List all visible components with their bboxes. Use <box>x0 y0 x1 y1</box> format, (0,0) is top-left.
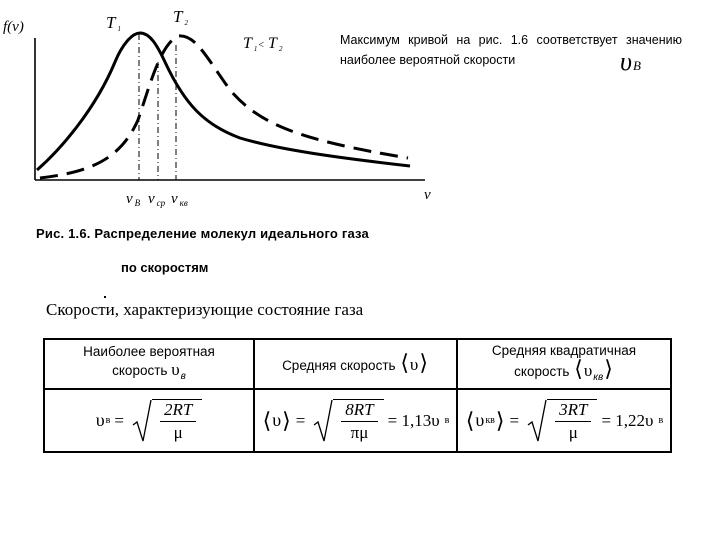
speed-symbol: υ <box>583 360 593 380</box>
formula-rms <box>457 389 671 452</box>
formula-most-probable <box>44 389 254 452</box>
formula-lhs-sub: кв <box>485 415 495 426</box>
y-axis-label: f(v) <box>3 19 24 35</box>
formula-result: = 1,13υ <box>387 410 440 430</box>
most-probable-speed-symbol: υB <box>620 47 641 76</box>
figure-caption-continued: по скоростям <box>121 260 209 275</box>
angle-bracket-right: ⟩ <box>495 407 505 433</box>
angle-bracket-left: ⟨ <box>262 407 272 433</box>
radical-sign-icon <box>313 399 333 443</box>
formula-mean <box>254 389 457 452</box>
header-line: скорость <box>112 362 168 378</box>
speed-subscript: в <box>180 370 186 382</box>
radical-sign-icon <box>527 399 547 443</box>
speed-label-v-kv: v $_{кв}$ <box>171 191 188 208</box>
table-header-row <box>44 339 671 389</box>
header-mean <box>254 339 457 389</box>
curve-label-t2: T $_2$ <box>173 7 188 27</box>
square-root <box>132 399 202 443</box>
square-root <box>527 399 597 443</box>
angle-bracket-right: ⟩ <box>604 355 613 381</box>
formula-lhs-sub: в <box>105 415 111 426</box>
fraction-numerator: 3RT <box>555 400 591 422</box>
equals-sign: = <box>114 410 124 430</box>
angle-bracket-right: ⟩ <box>282 407 291 433</box>
fraction-numerator: 8RT <box>341 400 377 422</box>
fraction-denominator: πμ <box>350 422 369 442</box>
angle-bracket-left: ⟨ <box>465 407 475 433</box>
header-line: скорость <box>514 363 570 379</box>
table-formula-row <box>44 389 671 452</box>
equals-sign: = <box>295 410 306 430</box>
speed-subscript: кв <box>593 371 604 383</box>
formula-result: = 1,22υ <box>601 410 654 430</box>
figure-caption: Рис. 1.6. Распределение молекул идеального газа <box>36 226 369 241</box>
angle-bracket-left: ⟨ <box>400 349 409 375</box>
header-line: Средняя скорость <box>282 357 396 373</box>
speed-symbol: υ <box>171 359 180 379</box>
square-root <box>313 399 383 443</box>
equals-sign: = <box>509 410 520 430</box>
formula-lhs: υ <box>95 410 105 430</box>
formula-lhs: υ <box>272 410 282 430</box>
header-line: Наиболее вероятная <box>83 343 215 359</box>
temperature-relation: T $_1$< T $_2$ <box>243 35 283 53</box>
angle-bracket-left: ⟨ <box>574 355 583 381</box>
speed-symbol: υ <box>409 354 419 374</box>
x-axis-label: v <box>424 187 431 203</box>
fraction-denominator: μ <box>173 422 183 442</box>
fraction-denominator: μ <box>568 422 578 442</box>
header-line: Средняя квадратичная <box>491 342 637 358</box>
formula-lhs: υ <box>475 410 485 430</box>
formula-result-sub: в <box>658 415 664 426</box>
fraction-numerator: 2RT <box>160 400 196 422</box>
speed-label-v-b: v $_B$ <box>126 191 141 208</box>
angle-bracket-right: ⟩ <box>419 349 428 375</box>
formula-result-sub: в <box>444 415 450 426</box>
header-rms <box>457 339 671 389</box>
speed-formulas-table <box>43 338 672 453</box>
header-most-probable <box>44 339 254 389</box>
stray-dot <box>104 296 106 298</box>
section-heading: Скорости, характеризующие состояние газа <box>46 300 364 319</box>
description-text: Максимум кривой на рис. 1.6 соответствует значению наиболее вероятной скорости <box>340 33 682 67</box>
speed-label-v-sr: v $_{ср}$ <box>148 191 166 208</box>
radical-sign-icon <box>132 399 152 443</box>
curve-label-t1: T $_1$ <box>106 13 121 33</box>
